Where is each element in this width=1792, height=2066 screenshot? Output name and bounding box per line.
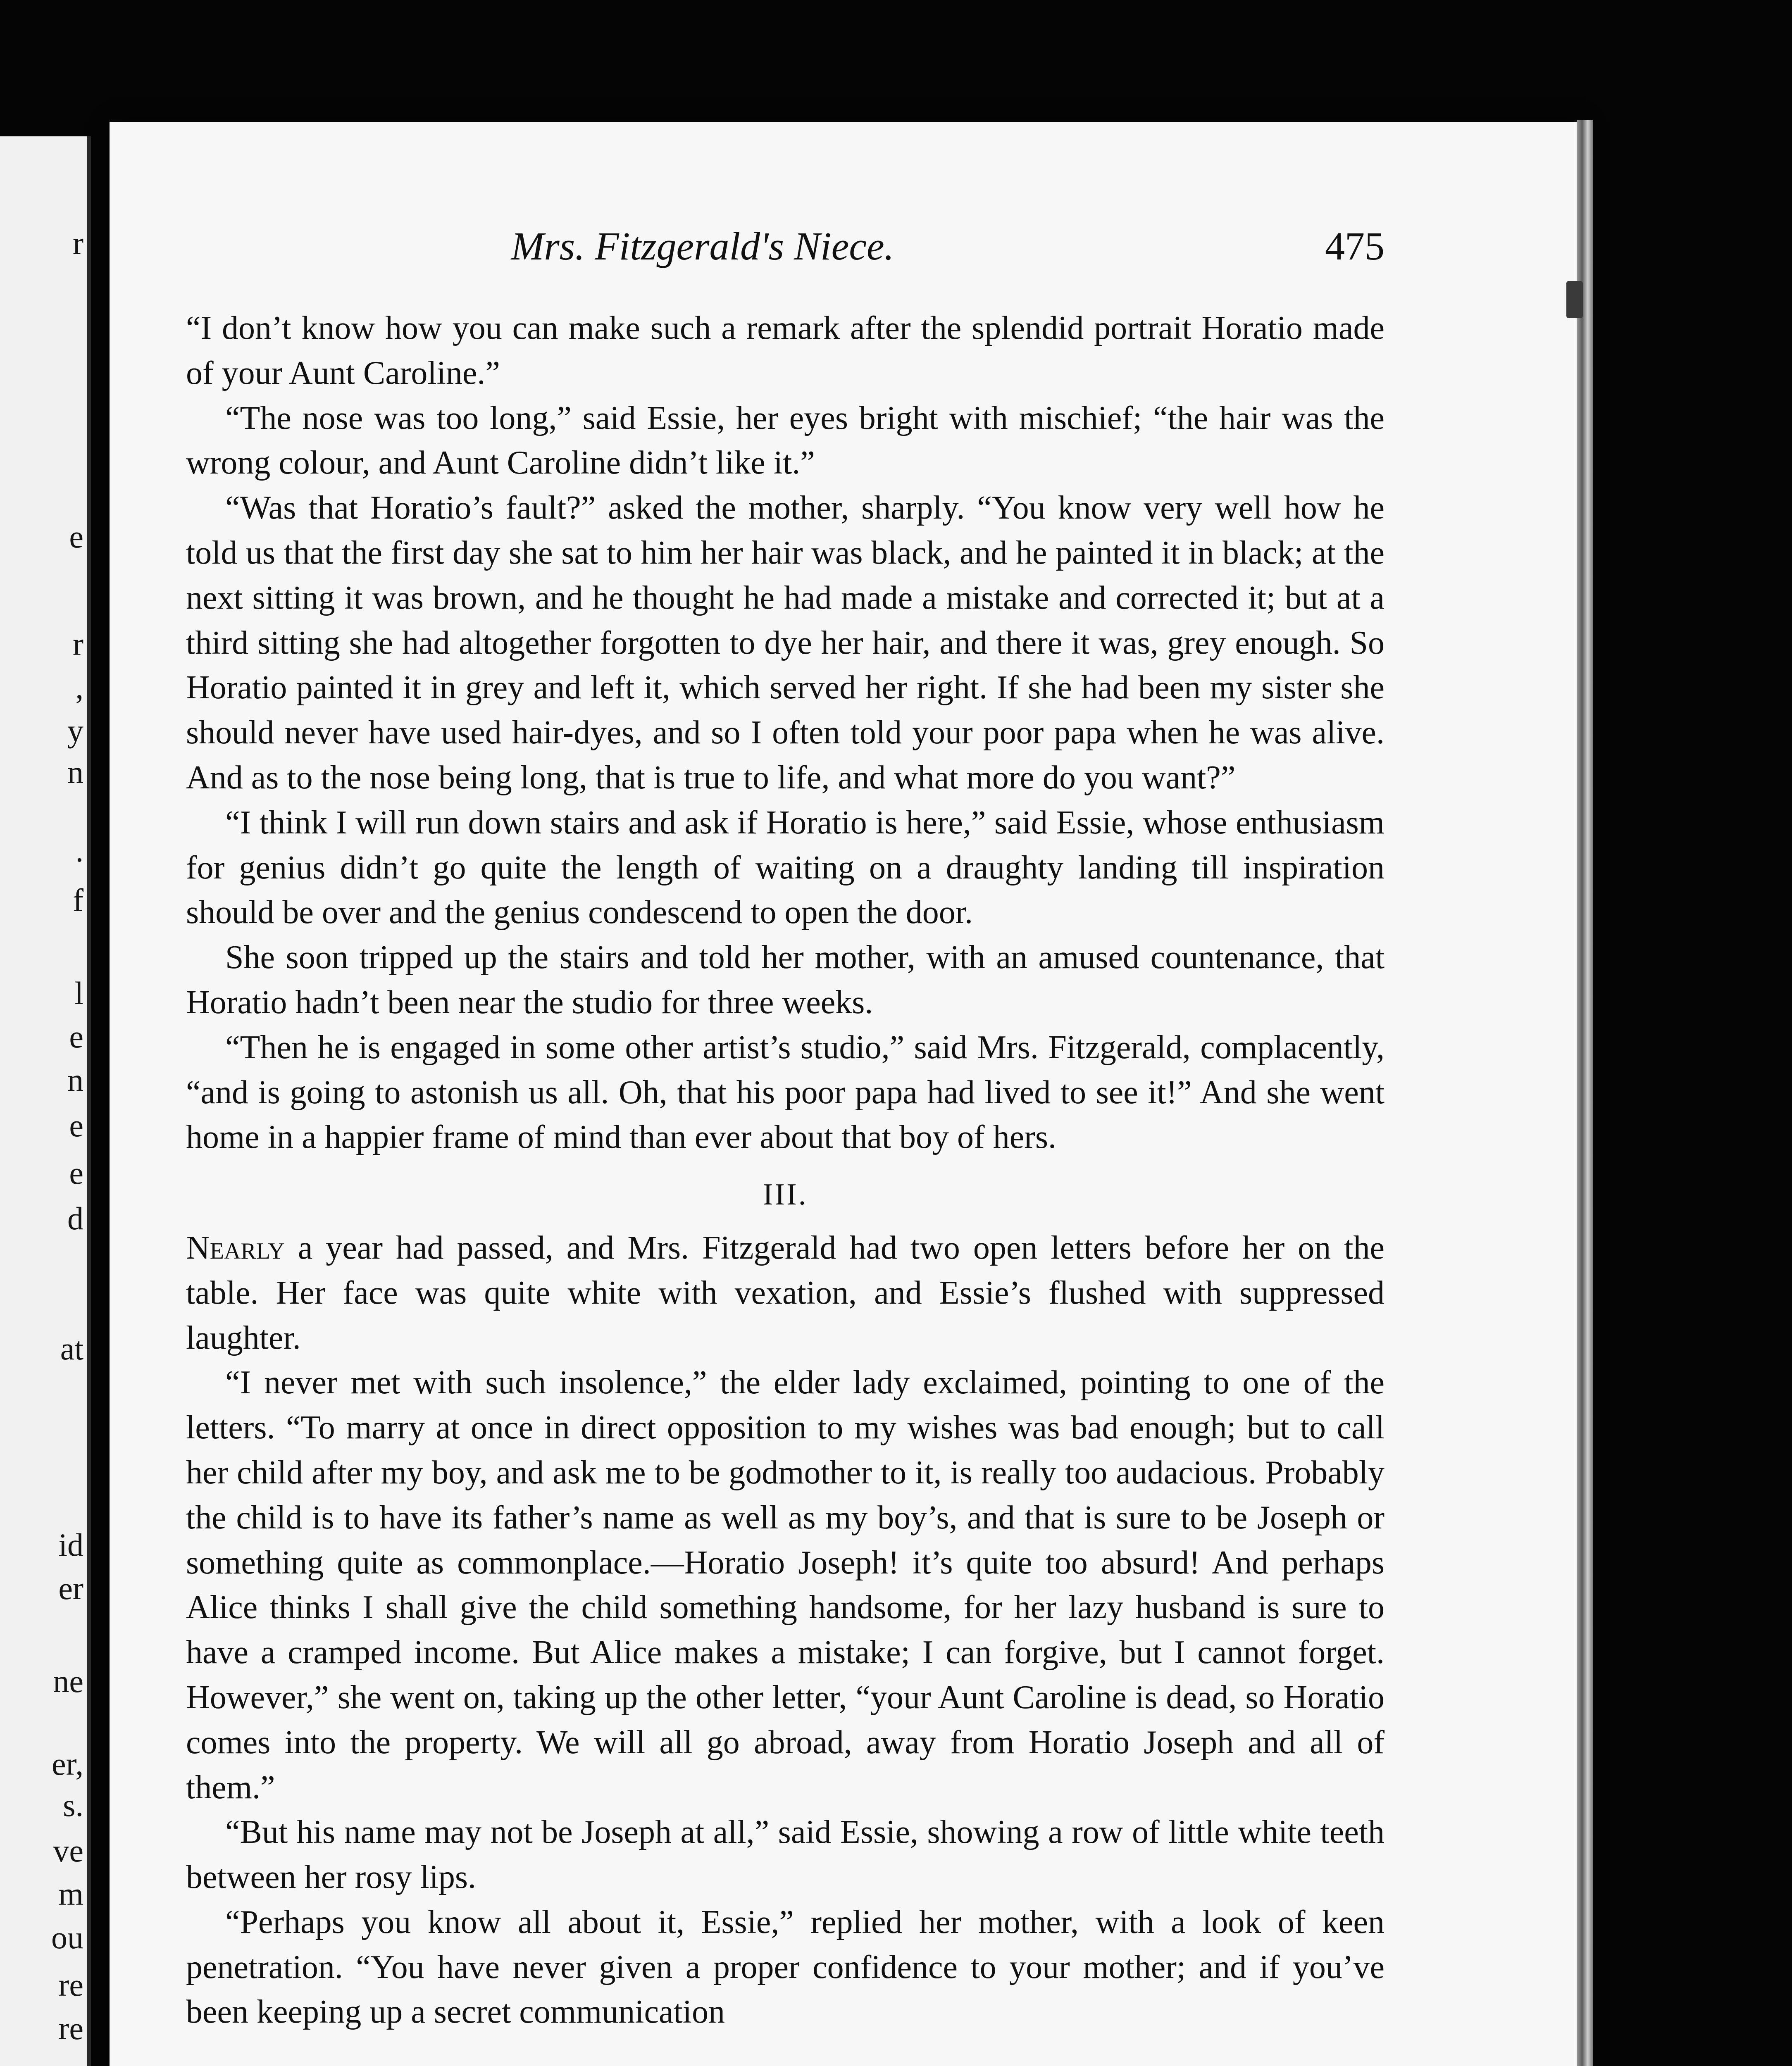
- paragraph: “The nose was too long,” said Essie, her eyes bright with mischief; “the hair was the wrong colour, and Aunt Caroline didn’t like it.”: [186, 400, 1385, 481]
- paragraph: “I don’t know how you can make such a remark after the splendid portrait Horatio made of your Aunt Caroline.”: [186, 310, 1385, 391]
- lead-word: Nearly: [186, 1229, 285, 1266]
- paragraph: [186, 1226, 1385, 1360]
- left-page-fragment: e: [69, 1107, 83, 1143]
- left-page-fragment: l: [74, 975, 83, 1011]
- left-page-fragment: ve: [53, 1833, 83, 1868]
- paragraph: “I think I will run down stairs and ask if Horatio is here,” said Essie, whose enthusiasm for genius didn’t go quite the length of waiting on a draughty landing till inspiration should be over and the genius condescend to open the door.: [186, 804, 1385, 931]
- left-page-fragment: re: [58, 1967, 83, 2003]
- left-page-fragment: ,: [75, 669, 83, 705]
- running-title: Mrs. Fitzgerald's Niece.: [511, 224, 894, 268]
- paragraph: She soon tripped up the stairs and told her mother, with an amused countenance, that Horatio hadn’t been near the studio for three weeks.: [186, 939, 1385, 1021]
- left-page-fragment: re: [58, 2010, 83, 2046]
- left-page-fragment: e: [69, 519, 83, 555]
- left-page-fragment: e: [69, 1019, 83, 1054]
- body-text: [186, 306, 1385, 2035]
- page-header: [186, 223, 1385, 273]
- left-page-fragment: id: [58, 1527, 83, 1563]
- page-stack-edge: [1577, 120, 1593, 2066]
- left-page-fragment: er,: [52, 1746, 83, 1782]
- left-page-fragment: m: [58, 1876, 83, 1912]
- left-page-fragment: s.: [63, 1787, 83, 1823]
- paragraph-text: a year had passed, and Mrs. Fitzgerald had two open letters before her on the table. Her face was quite white with vexation, and Essie’s flushed with suppressed laughter.: [186, 1229, 1385, 1356]
- left-page-fragment: r: [73, 626, 83, 662]
- left-page-fragment: er: [58, 1570, 83, 1606]
- paragraph: “I never met with such insolence,” the elder lady exclaimed, pointing to one of the letters. “To marry at once in direct opposition to my wishes was bad enough; but to call her child after my boy, and ask me to be godmother to it, is really too audacious. Probably the child is to have its father’s name as well as my boy’s, and that is sure to be Joseph or something quite as commonplace.—Horatio Joseph! it’s quite too absurd! And perhaps Alice thinks I shall give the child something handsome, for her lazy husband is sure to have a cramped income. But Alice makes a mistake; I can forgive, but I cannot forget. However,” she went on, taking up the other letter, “your Aunt Caroline is dead, so Horatio comes into the property. We will all go abroad, away from Horatio Joseph and all of them.”: [186, 1364, 1385, 1806]
- page-clip: [1566, 281, 1583, 318]
- left-page-fragment: e: [69, 1155, 83, 1191]
- left-page-fragment: f: [73, 882, 83, 918]
- left-page-fragment: .: [75, 833, 83, 869]
- left-page-fragment: r: [73, 225, 83, 261]
- previous-page-edge: [0, 136, 91, 2066]
- paragraph: “But his name may not be Joseph at all,” said Essie, showing a row of little white teeth between her rosy lips.: [186, 1814, 1385, 1896]
- paragraph: “Then he is engaged in some other artist’s studio,” said Mrs. Fitzgerald, complacently, “and is going to astonish us all. Oh, that his poor papa had lived to see it!” And she went home in a happier frame of mind than ever about that boy of hers.: [186, 1029, 1385, 1156]
- paragraph: “Perhaps you know all about it, Essie,” replied her mother, with a look of keen penetration. “You have never given a proper confidence to your mother; and if you’ve been keeping up a secret communication: [186, 1904, 1385, 2030]
- left-page-fragment: n: [67, 754, 83, 790]
- left-page-fragment: d: [67, 1200, 83, 1236]
- page-number: 475: [1325, 224, 1385, 268]
- left-page-fragment: y: [67, 713, 83, 749]
- left-page-fragment: ou: [51, 1919, 83, 1955]
- left-page-fragment: ne: [53, 1663, 83, 1699]
- left-page-fragment: at: [60, 1331, 83, 1366]
- paragraph: “Was that Horatio’s fault?” asked the mother, sharply. “You know very well how he told us that the first day she sat to him her hair was black, and he painted it in black; at the next sitting it was brown, and he thought he had made a mistake and corrected it; but at a third sitting she had altogether forgotten to dye her hair, and there it was, grey enough. So Horatio painted it in grey and left it, which served her right. If she had been my sister she should never have used hair-dyes, and so I often told your poor papa when he was alive. And as to the nose being long, that is true to life, and what more do you want?”: [186, 490, 1385, 796]
- section-heading: III.: [763, 1178, 808, 1212]
- left-page-fragment: n: [67, 1062, 83, 1098]
